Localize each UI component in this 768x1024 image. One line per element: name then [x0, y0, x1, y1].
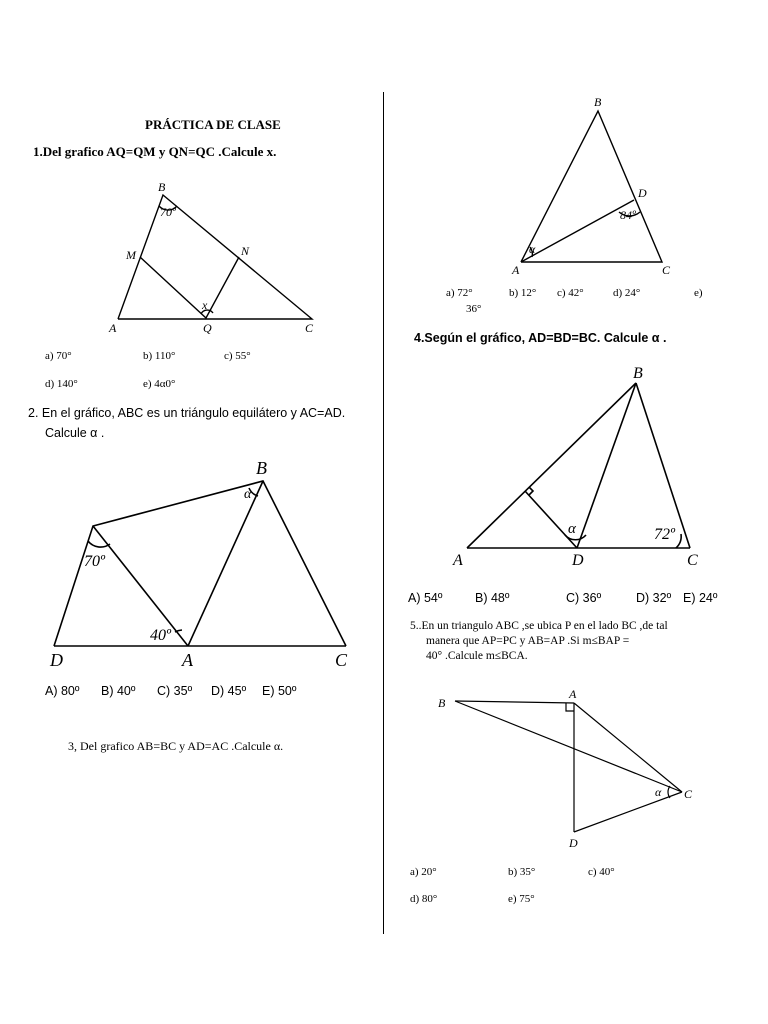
- p2-option-a: A) 80º: [45, 684, 80, 698]
- p2-option-c: C) 35º: [157, 684, 193, 698]
- label-d: D: [569, 836, 578, 850]
- p4-option-a: A) 54º: [408, 591, 443, 605]
- label-b: B: [158, 180, 166, 194]
- label-b: B: [594, 95, 602, 109]
- segment-d-c: [574, 792, 682, 832]
- label-c: C: [335, 650, 348, 670]
- p5-option-c: c) 40°: [588, 866, 615, 878]
- label-c: C: [684, 787, 693, 801]
- label-a: A: [512, 263, 520, 277]
- label-d: D: [638, 186, 647, 200]
- problem-5-statement-line1: 5..En un triangulo ABC ,se ubica P en el lado BC ,de tal: [410, 620, 668, 632]
- problem-2-statement-line2: Calcule α .: [45, 426, 105, 440]
- p1-option-b: b) 110°: [143, 350, 176, 362]
- p5-option-d: d) 80°: [410, 893, 438, 905]
- p5-option-a: a) 20°: [410, 866, 437, 878]
- p5-option-b: b) 35°: [508, 866, 536, 878]
- label-d: D: [572, 552, 584, 569]
- label-angle-b: 70º: [160, 205, 176, 219]
- problem-4-statement: 4.Según el gráfico, AD=BD=BC. Calcule α .: [414, 331, 667, 345]
- label-n: N: [241, 244, 250, 258]
- label-b: B: [633, 365, 643, 382]
- label-q: Q: [203, 321, 212, 335]
- problem-5-statement-line2: manera que AP=PC y AB=AP .Si m≤BAP =: [426, 635, 630, 647]
- p1-option-a: a) 70°: [45, 350, 72, 362]
- segment-a-c: [574, 703, 682, 792]
- segment-b-c: [455, 701, 682, 792]
- label-alpha: α: [568, 521, 576, 537]
- label-c: C: [662, 263, 671, 277]
- label-alpha: α: [529, 242, 536, 256]
- problem-3-statement: 3, Del grafico AB=BC y AD=AC .Calcule α.: [68, 739, 284, 753]
- problem-1-statement: 1.Del grafico AQ=QM y QN=QC .Calcule x.: [33, 144, 277, 159]
- p1-option-d: d) 140°: [45, 378, 78, 390]
- label-c: C: [305, 321, 314, 335]
- p4-option-c: C) 36º: [566, 591, 602, 605]
- p3-option-e: e): [694, 287, 703, 299]
- label-angle-72: 72º: [654, 526, 675, 543]
- p3-option-a: a) 72°: [446, 287, 473, 299]
- label-d: D: [50, 650, 63, 670]
- p1-option-c: c) 55°: [224, 350, 251, 362]
- problem-2-statement-line1: 2. En el gráfico, ABC es un triángulo equilátero y AC=AD.: [28, 406, 346, 420]
- label-alpha: α: [244, 487, 252, 502]
- label-c: C: [687, 552, 698, 569]
- right-angle-mark-5: [566, 703, 574, 711]
- label-alpha: α: [655, 785, 662, 799]
- p1-option-e: e) 4α0°: [143, 378, 176, 390]
- label-b: B: [438, 696, 446, 710]
- label-angle-70: 70º: [84, 553, 105, 570]
- p4-option-e: E) 24º: [683, 591, 718, 605]
- p4-option-d: D) 32º: [636, 591, 672, 605]
- segment-b-a: [455, 701, 574, 703]
- label-m: M: [126, 248, 136, 262]
- label-b: B: [256, 458, 267, 478]
- page-title: PRÁCTICA DE CLASE: [145, 117, 281, 132]
- p3-option-c: c) 42°: [557, 287, 584, 299]
- p2-option-b: B) 40º: [101, 684, 136, 698]
- label-angle-40: 40º: [150, 627, 171, 644]
- label-a: A: [109, 321, 117, 335]
- p5-option-e: e) 75°: [508, 893, 535, 905]
- label-a: A: [453, 552, 463, 569]
- label-a: A: [182, 650, 193, 670]
- problem-5-statement-line3: 40° .Calcule m≤BCA.: [426, 650, 528, 662]
- label-a: A: [569, 687, 577, 701]
- p3-option-d: d) 24°: [613, 287, 641, 299]
- p2-option-e: E) 50º: [262, 684, 297, 698]
- p2-option-d: D) 45º: [211, 684, 247, 698]
- p3-option-e-value: 36°: [466, 303, 482, 315]
- label-angle-84: 84º: [620, 208, 636, 222]
- p3-option-b: b) 12°: [509, 287, 537, 299]
- label-x: x: [202, 298, 208, 312]
- p4-option-b: B) 48º: [475, 591, 510, 605]
